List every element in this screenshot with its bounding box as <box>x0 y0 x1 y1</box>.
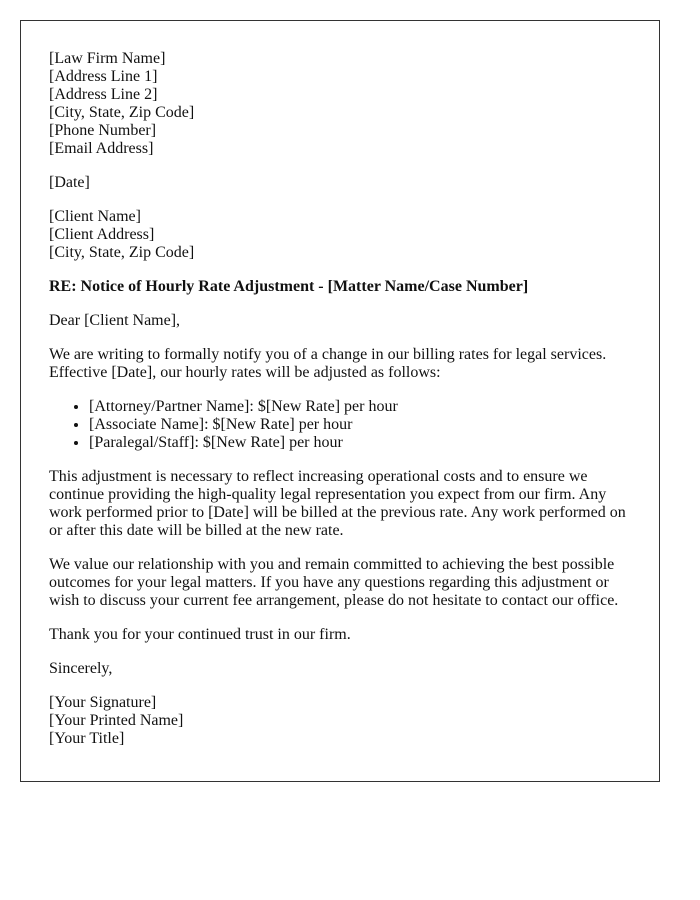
phone-number: [Phone Number] <box>49 122 157 139</box>
letter-date: [Date] <box>49 174 90 191</box>
printed-name: [Your Printed Name] <box>49 712 184 729</box>
recipient-city-state-zip: [City, State, Zip Code] <box>49 244 195 261</box>
signature-block <box>49 694 631 748</box>
title: [Your Title] <box>49 730 125 747</box>
sender-address-block <box>49 50 631 158</box>
salutation: Dear [Client Name], <box>49 312 181 329</box>
explanation-paragraph: This adjustment is necessary to reflect increasing operational costs and to ensure we continue providing the high-quality legal representation you expect from our firm. Any work performed prior to [Date] will be billed at the previous rate. Any work performed on or after this date will be billed at the new rate. <box>49 468 626 539</box>
rate-item-attorney: • [Attorney/Partner Name]: $[New Rate] per hour <box>89 398 631 416</box>
client-name: [Client Name] <box>49 208 141 225</box>
closing: Sincerely, <box>49 660 113 677</box>
client-address: [Client Address] <box>49 226 155 243</box>
rate-item-paralegal: • [Paralegal/Staff]: $[New Rate] per hour <box>89 434 631 452</box>
thanks-paragraph: Thank you for your continued trust in our firm. <box>49 626 351 643</box>
address-line-1: [Address Line 1] <box>49 68 158 85</box>
subject-line: RE: Notice of Hourly Rate Adjustment - [Matter Name/Case Number] <box>49 278 529 295</box>
address-line-2: [Address Line 2] <box>49 86 158 103</box>
signature: [Your Signature] <box>49 694 157 711</box>
rate-item-associate: • [Associate Name]: $[New Rate] per hour <box>89 416 631 434</box>
law-firm-name: [Law Firm Name] <box>49 50 166 67</box>
email-address: [Email Address] <box>49 140 154 157</box>
recipient-address-block <box>49 208 631 262</box>
rate-list <box>49 398 631 452</box>
relationship-paragraph: We value our relationship with you and remain committed to achieving the best possible outcomes for your legal matters. If you have any questions regarding this adjustment or wish to discuss your current fee arrangement, please do not hesitate to contact our office. <box>49 556 619 609</box>
sender-city-state-zip: [City, State, Zip Code] <box>49 104 195 121</box>
letter-document <box>20 20 660 782</box>
intro-paragraph: We are writing to formally notify you of a change in our billing rates for legal services. Effective [Date], our hourly rates will be adjusted as follows: <box>49 346 607 381</box>
